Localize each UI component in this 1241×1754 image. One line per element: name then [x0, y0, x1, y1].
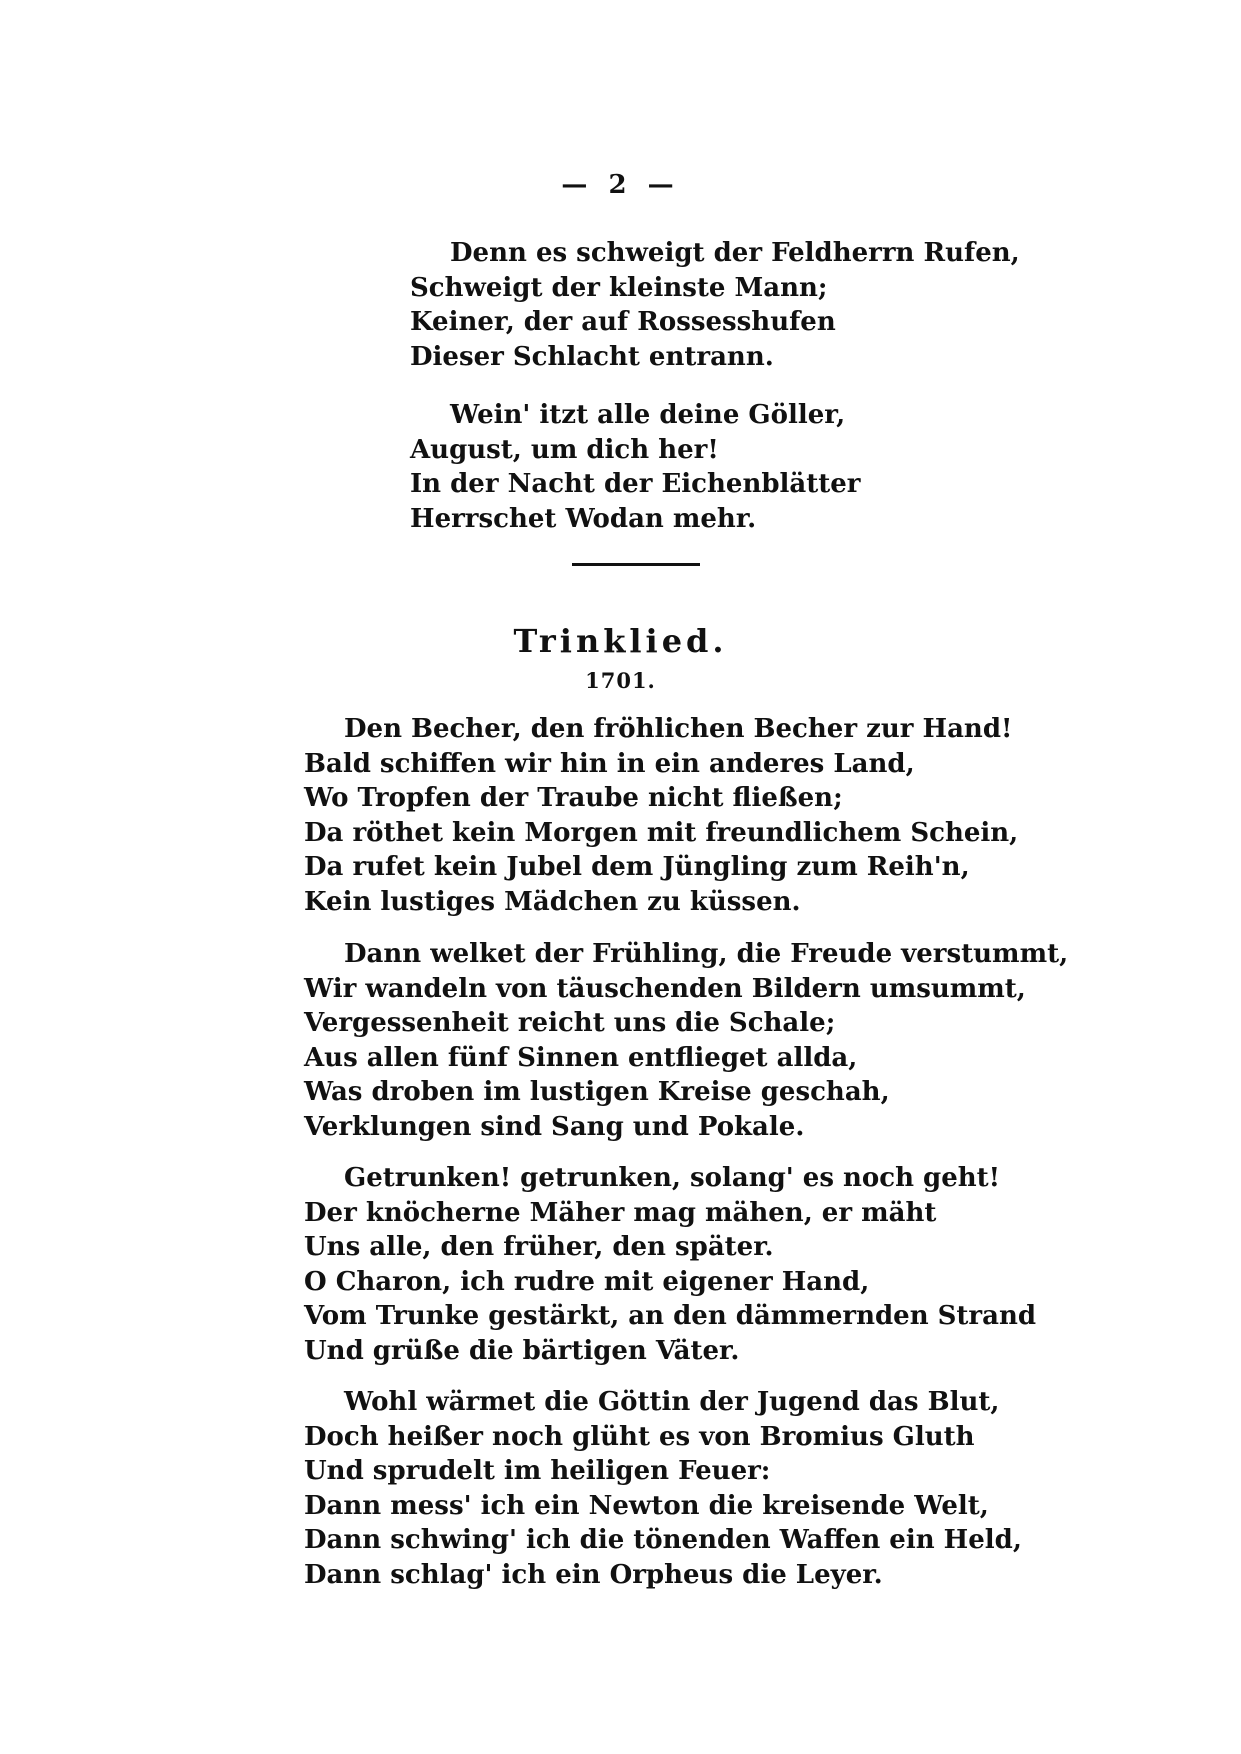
verse-line: Getrunken! getrunken, solang' es noch geht!: [344, 1163, 1001, 1193]
poem-year: 1701.: [585, 668, 656, 693]
poem-stanza: [304, 937, 1068, 1144]
verse-line: Vom Trunke gestärkt, an den dämmernden Strand: [304, 1301, 1037, 1331]
verse-line: Dieser Schlacht entrann.: [410, 341, 774, 372]
preceding-poem-stanza: [410, 236, 1020, 374]
verse-line: Verklungen sind Sang und Pokale.: [304, 1111, 805, 1142]
verse-line: Schweigt der kleinste Mann;: [410, 272, 828, 303]
verse-line: Und sprudelt im heiligen Feuer:: [304, 1456, 771, 1486]
verse-line: O Charon, ich rudre mit eigener Hand,: [304, 1266, 870, 1297]
verse-line: Dann schwing' ich die tönenden Waffen ein Held,: [304, 1525, 1022, 1555]
verse-line: Kein lustiges Mädchen zu küssen.: [304, 886, 801, 917]
verse-line: Aus allen fünf Sinnen entflieget allda,: [304, 1042, 858, 1073]
verse-line: Vergessenheit reicht uns die Schale;: [304, 1008, 836, 1038]
verse-line: Wir wandeln von täuschenden Bildern umsummt,: [304, 973, 1026, 1004]
verse-line: Uns alle, den früher, den später.: [304, 1232, 774, 1262]
poem-stanza: [304, 1161, 1036, 1368]
verse-line: Der knöcherne Mäher mag mähen, er mäht: [304, 1197, 937, 1228]
verse-line: Da rufet kein Jubel dem Jüngling zum Reih'n,: [304, 852, 970, 882]
verse-line: Doch heißer noch glüht es von Bromius Gluth: [304, 1421, 975, 1452]
verse-line: Denn es schweigt der Feldherrn Rufen,: [450, 238, 1020, 268]
verse-line: Was droben im lustigen Kreise geschah,: [304, 1077, 890, 1107]
verse-line: Da röthet kein Morgen mit freundlichem Schein,: [304, 817, 1019, 848]
verse-line: Dann schlag' ich ein Orpheus die Leyer.: [304, 1559, 883, 1590]
verse-line: Bald schiffen wir hin in ein anderes Land,: [304, 748, 915, 779]
verse-line: Wein' itzt alle deine Göller,: [450, 400, 846, 430]
verse-line: Herrschet Wodan mehr.: [410, 503, 757, 534]
verse-line: Dann welket der Frühling, die Freude verstummt,: [344, 939, 1069, 969]
verse-line: Dann mess' ich ein Newton die kreisende Welt,: [304, 1490, 989, 1521]
poem-title: Trinklied.: [513, 622, 728, 660]
verse-line: August, um dich her!: [410, 434, 719, 465]
poem-stanza: [304, 1385, 1022, 1592]
preceding-poem-stanza: [410, 398, 861, 536]
verse-line: Wo Tropfen der Traube nicht fließen;: [304, 783, 843, 813]
verse-line: Keiner, der auf Rossesshufen: [410, 307, 836, 337]
section-separator-rule: [572, 563, 700, 566]
poem-stanza: [304, 712, 1018, 919]
page-number: — 2 —: [561, 170, 680, 200]
verse-line: Den Becher, den fröhlichen Becher zur Hand!: [344, 714, 1013, 744]
verse-line: Und grüße die bärtigen Väter.: [304, 1335, 740, 1366]
verse-line: In der Nacht der Eichenblätter: [410, 469, 861, 499]
verse-line: Wohl wärmet die Göttin der Jugend das Blut,: [344, 1387, 1000, 1417]
